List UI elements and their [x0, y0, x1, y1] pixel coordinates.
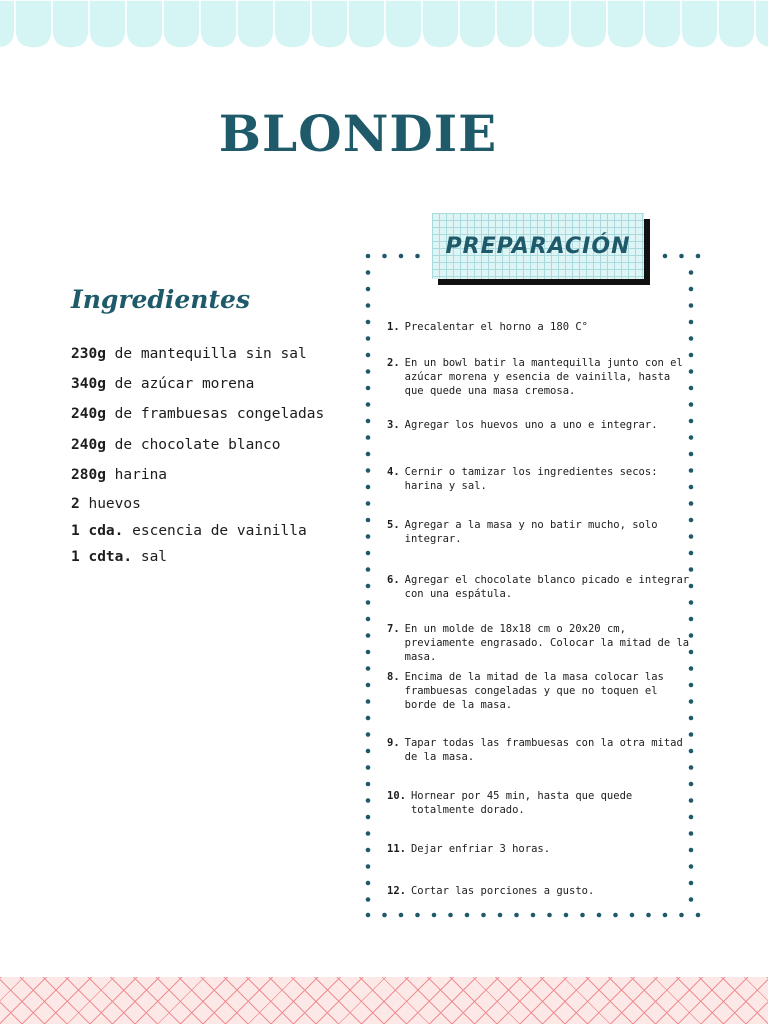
frame-dot: [564, 913, 569, 918]
scalloped-awning: [0, 0, 768, 48]
frame-dot: [366, 452, 371, 457]
frame-dot: [366, 303, 371, 308]
frame-dot: [696, 913, 701, 918]
frame-dot: [366, 270, 371, 275]
frame-dot: [399, 254, 404, 259]
step-item: 3. Agregar los huevos uno a uno e integrar.: [387, 419, 658, 431]
frame-dot: [689, 501, 694, 506]
step-item: 1. Precalentar el horno a 180 C°: [387, 321, 588, 333]
step-item: 12. Cortar las porciones a gusto.: [387, 885, 595, 897]
frame-dot: [597, 913, 602, 918]
frame-dot: [689, 336, 694, 341]
awning-scallop: [681, 0, 718, 48]
awning-scallop: [644, 0, 681, 48]
frame-dot: [366, 567, 371, 572]
frame-dot: [415, 254, 420, 259]
frame-dot: [366, 485, 371, 490]
frame-dot: [547, 913, 552, 918]
frame-dot: [366, 683, 371, 688]
bottom-pattern-band: [0, 977, 768, 1024]
frame-dot: [366, 551, 371, 556]
step-item: 6. Agregar el chocolate blanco picado e integrar con una espátula.: [387, 574, 690, 600]
awning-scallop: [385, 0, 422, 48]
frame-dot: [689, 765, 694, 770]
awning-scallop: [311, 0, 348, 48]
frame-dot: [679, 913, 684, 918]
frame-dot: [366, 369, 371, 374]
awning-scallop: [607, 0, 644, 48]
awning-scallop: [348, 0, 385, 48]
frame-dot: [366, 336, 371, 341]
ingredient-item: 280g harina: [71, 467, 168, 483]
step-item: 5. Agregar a la masa y no batir mucho, solo integrar.: [387, 519, 658, 545]
frame-dot: [366, 617, 371, 622]
frame-dot: [689, 270, 694, 275]
frame-dot: [679, 254, 684, 259]
frame-dot: [382, 254, 387, 259]
awning-scallop: [459, 0, 496, 48]
awning-scallop: [52, 0, 89, 48]
frame-dot: [514, 913, 519, 918]
frame-dot: [366, 749, 371, 754]
step-item: 9. Tapar todas las frambuesas con la otra mitad de la masa.: [387, 737, 683, 763]
step-item: 2. En un bowl batir la mantequilla junto con el azúcar morena y esencia de vainilla, hasta que quede una masa cremosa.: [387, 357, 683, 397]
awning-scallop: [237, 0, 274, 48]
frame-dot: [366, 534, 371, 539]
frame-dot: [366, 897, 371, 902]
awning-scallop: [200, 0, 237, 48]
frame-dot: [366, 402, 371, 407]
frame-dot: [366, 716, 371, 721]
frame-dot: [366, 468, 371, 473]
ingredient-item: 340g de azúcar morena: [71, 376, 255, 392]
frame-dot: [613, 913, 618, 918]
frame-dot: [689, 551, 694, 556]
step-item: 10. Hornear por 45 min, hasta que quede totalmente dorado.: [387, 790, 633, 816]
frame-dot: [366, 633, 371, 638]
frame-dot: [366, 287, 371, 292]
frame-dot: [366, 666, 371, 671]
frame-dot: [689, 435, 694, 440]
frame-dot: [366, 254, 371, 259]
frame-dot: [531, 913, 536, 918]
awning-scallop: [126, 0, 163, 48]
frame-dot: [689, 402, 694, 407]
frame-dot: [663, 913, 668, 918]
awning-scallop: [274, 0, 311, 48]
frame-dot: [366, 386, 371, 391]
frame-dot: [580, 913, 585, 918]
badge-grid-face: [432, 213, 644, 279]
frame-dot: [366, 600, 371, 605]
frame-dot: [696, 254, 701, 259]
frame-dot: [465, 913, 470, 918]
frame-dot: [366, 435, 371, 440]
frame-dot: [366, 815, 371, 820]
frame-dot: [366, 881, 371, 886]
frame-dot: [366, 765, 371, 770]
frame-dot: [366, 584, 371, 589]
frame-dot: [689, 567, 694, 572]
frame-dot: [663, 254, 668, 259]
frame-dot: [399, 913, 404, 918]
frame-dot: [689, 716, 694, 721]
ingredient-item: 1 cdta. sal: [71, 549, 168, 565]
frame-dot: [646, 913, 651, 918]
step-item: 11. Dejar enfriar 3 horas.: [387, 843, 551, 855]
frame-dot: [689, 864, 694, 869]
awning-scallop: [755, 0, 768, 48]
awning-scallop: [422, 0, 459, 48]
frame-dot: [366, 320, 371, 325]
frame-dot: [689, 452, 694, 457]
preparation-heading: PREPARACIÓN: [445, 233, 631, 259]
frame-dot: [432, 913, 437, 918]
awning-scallop: [15, 0, 52, 48]
frame-dot: [689, 782, 694, 787]
frame-dot: [366, 782, 371, 787]
frame-dot: [366, 419, 371, 424]
page-title: BLONDIE: [218, 104, 498, 163]
frame-dot: [366, 650, 371, 655]
awning-scallop: [163, 0, 200, 48]
frame-dot: [689, 287, 694, 292]
preparation-badge: [432, 213, 644, 279]
frame-dot: [366, 699, 371, 704]
frame-dot: [366, 864, 371, 869]
step-item: 7. En un molde de 18x18 cm o 20x20 cm, previamente engrasado. Colocar la mitad de la masa.: [387, 623, 690, 663]
ingredient-item: 240g de frambuesas congeladas: [71, 406, 325, 422]
frame-dot: [366, 831, 371, 836]
awning-scallop: [496, 0, 533, 48]
frame-dot: [415, 913, 420, 918]
awning-scallop: [0, 0, 15, 48]
awning-scallop: [533, 0, 570, 48]
frame-dot: [630, 913, 635, 918]
step-item: 8. Encima de la mitad de la masa colocar las frambuesas congeladas y que no toquen el borde de la masa.: [387, 671, 664, 711]
ingredient-item: 1 cda. escencia de vainilla: [71, 523, 307, 539]
frame-dot: [366, 732, 371, 737]
awning-scallop: [89, 0, 126, 48]
frame-dot: [498, 913, 503, 918]
step-item: 4. Cernir o tamizar los ingredientes secos: harina y sal.: [387, 466, 658, 492]
awning-scallop: [718, 0, 755, 48]
frame-dot: [689, 831, 694, 836]
frame-dot: [366, 518, 371, 523]
frame-dot: [366, 848, 371, 853]
ingredient-item: 2 huevos: [71, 496, 141, 512]
ingredient-item: 240g de chocolate blanco: [71, 437, 281, 453]
frame-dot: [366, 353, 371, 358]
frame-dot: [481, 913, 486, 918]
frame-dot: [448, 913, 453, 918]
frame-dot: [366, 798, 371, 803]
frame-dot: [689, 303, 694, 308]
ingredients-heading: Ingredientes: [71, 285, 251, 314]
frame-dot: [382, 913, 387, 918]
ingredient-item: 230g de mantequilla sin sal: [71, 346, 307, 362]
frame-dot: [366, 501, 371, 506]
awning-scallop: [570, 0, 607, 48]
frame-dot: [366, 913, 371, 918]
frame-dot: [689, 617, 694, 622]
